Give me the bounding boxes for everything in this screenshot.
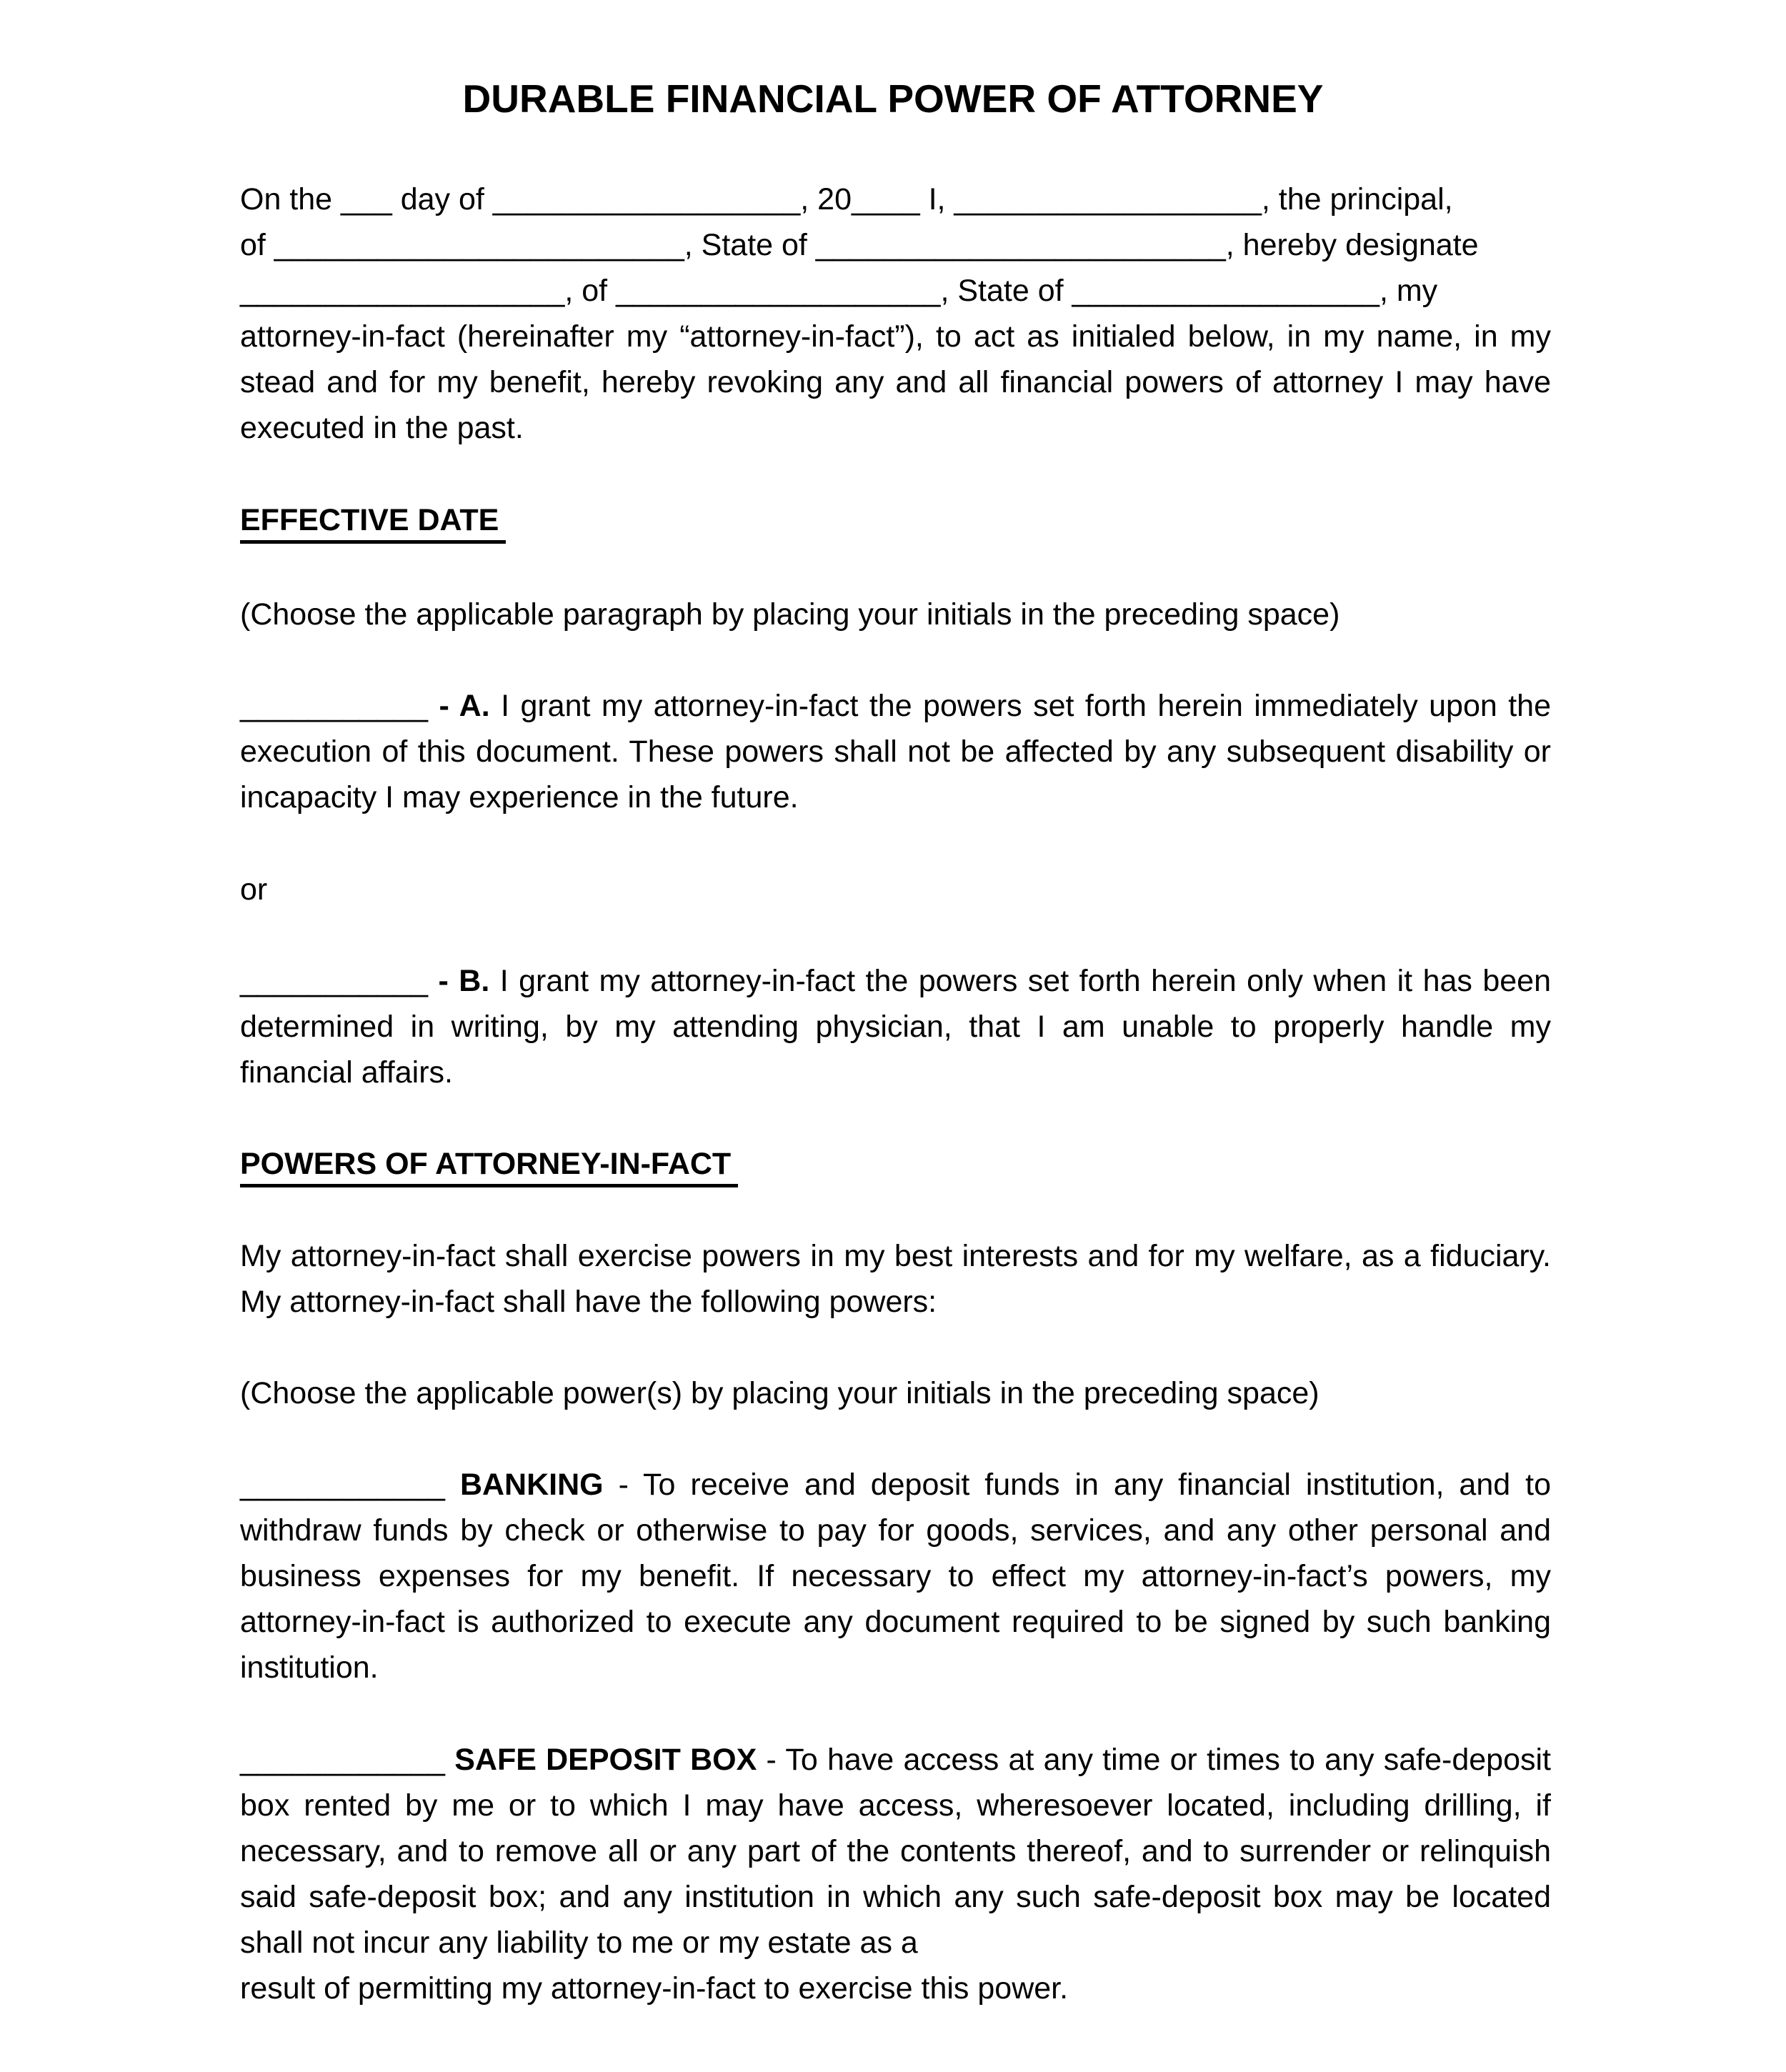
banking-label: BANKING bbox=[444, 1468, 604, 1502]
safe-deposit-label: SAFE DEPOSIT BOX bbox=[444, 1743, 757, 1777]
or-text: or bbox=[240, 872, 268, 907]
banking-text: - To receive and deposit funds in any financial institution, and to withdraw funds by check or otherwise to pay for goods, services, and any other personal and business expenses for my benefit. If necessary to effect my attorney-in-fact’s powers, my attorney-in-fact is authorized to execute any document required to be signed by such banking institution. bbox=[240, 1468, 1551, 1685]
option-a-text: I grant my attorney-in-fact the powers set forth herein immediately upon the execution of this document. These powers shall not be affected by any subsequent disability or incapacity I may experience in the future. bbox=[240, 689, 1551, 815]
safe-deposit-paragraph bbox=[240, 1737, 1551, 2011]
option-b-label: - B. bbox=[428, 964, 490, 998]
safe-deposit-body bbox=[240, 1737, 1551, 1966]
powers-intro: My attorney-in-fact shall exercise powers in my best interests and for my welfare, as a fiduciary. My attorney-in-fact shall have the following powers: bbox=[240, 1239, 1551, 1319]
banking-initials-blank[interactable]: ____________ bbox=[240, 1468, 445, 1502]
safe-deposit-initials-blank[interactable]: ____________ bbox=[240, 1743, 445, 1777]
option-b-initials-blank[interactable]: ___________ bbox=[240, 964, 429, 998]
intro-line-3: ___________________, of ___________________, State of __________________, my bbox=[240, 274, 1438, 308]
safe-deposit-text: - To have access at any time or times to any safe-deposit box rented by me or to which I may have access, wheresoever located, including drilling, if necessary, and to remove all or any part of the contents thereof, and to surrender or relinquish said safe-deposit box; and any institution in which any such safe-deposit box may be located shall not incur any liability to me or my estate as a bbox=[240, 1743, 1551, 1960]
intro-line-1: On the ___ day of __________________, 20____ I, __________________, the principal, bbox=[240, 182, 1453, 216]
option-a-paragraph bbox=[240, 683, 1551, 820]
option-b-paragraph bbox=[240, 958, 1551, 1095]
effective-date-heading: EFFECTIVE DATE bbox=[240, 500, 506, 544]
intro-paragraph bbox=[240, 176, 1551, 451]
safe-deposit-last-line: result of permitting my attorney-in-fact to exercise this power. bbox=[240, 1971, 1069, 2006]
document-title: DURABLE FINANCIAL POWER OF ATTORNEY bbox=[462, 76, 1324, 121]
powers-heading: POWERS OF ATTORNEY-IN-FACT bbox=[240, 1144, 738, 1187]
intro-line-2: of ________________________, State of ________________________, hereby designate bbox=[240, 228, 1479, 262]
option-a-label: - A. bbox=[428, 689, 490, 723]
banking-paragraph bbox=[240, 1462, 1551, 1690]
option-b-text: I grant my attorney-in-fact the powers set forth herein only when it has been determined in writing, by my attending physician, that I am unable to properly handle my financial affairs. bbox=[240, 964, 1551, 1090]
powers-instruction: (Choose the applicable power(s) by placing your initials in the preceding space) bbox=[240, 1376, 1319, 1410]
option-a-initials-blank[interactable]: ___________ bbox=[240, 689, 429, 723]
intro-rest: attorney-in-fact (hereinafter my “attorney-in-fact”), to act as initialed below, in my name, in my stead and for my benefit, hereby revoking any and all financial powers of attorney I may have executed in the past. bbox=[240, 319, 1551, 445]
effective-date-instruction: (Choose the applicable paragraph by placing your initials in the preceding space) bbox=[240, 597, 1340, 632]
